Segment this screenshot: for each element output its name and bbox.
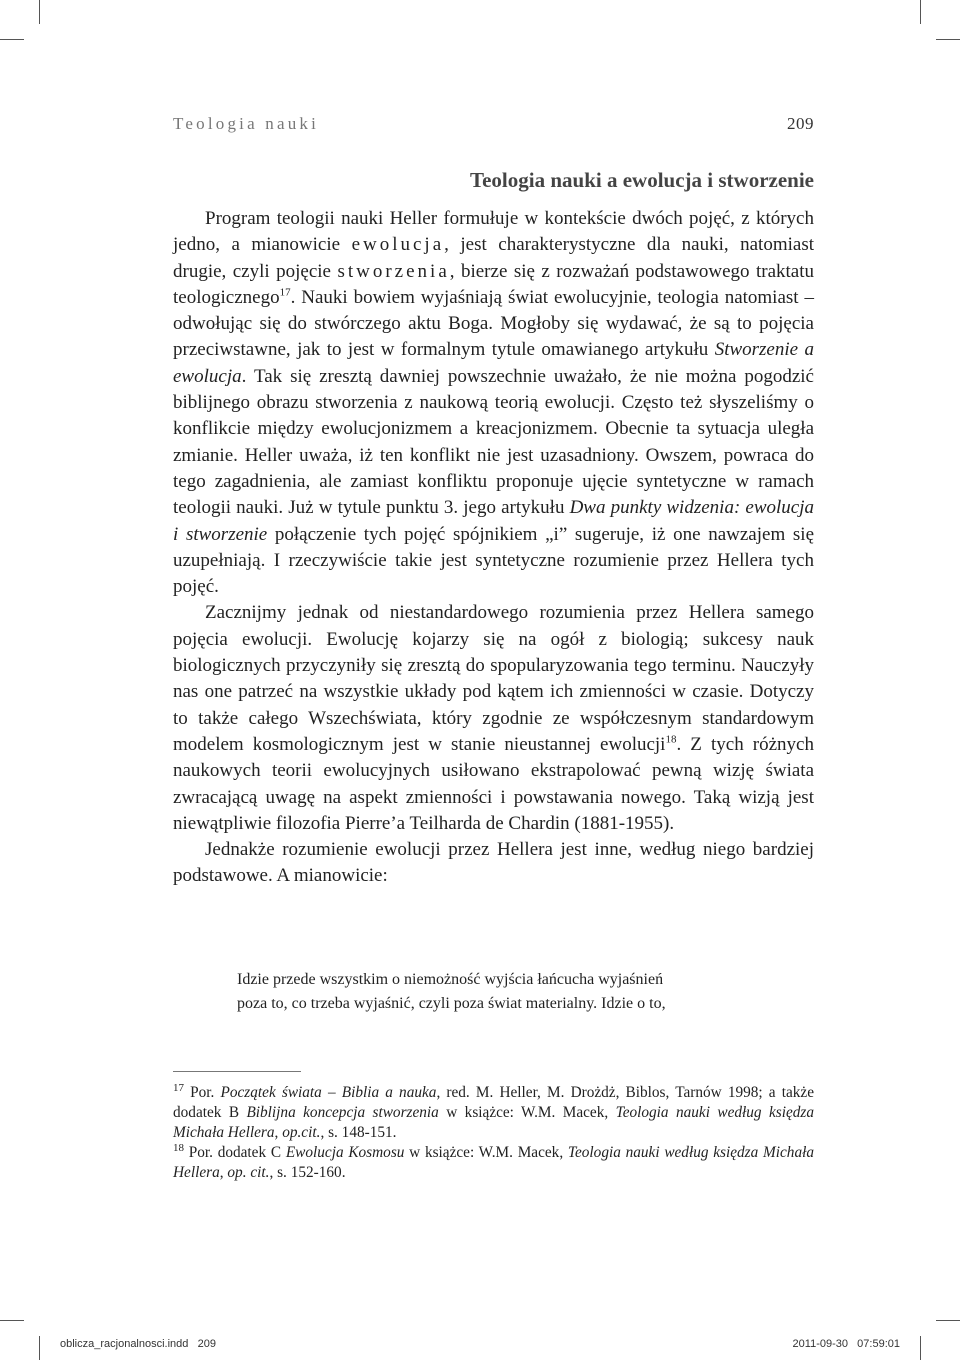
article-title: Stworzenie a ewolucja: [173, 339, 815, 387]
running-head: [173, 114, 814, 138]
footnotes: [173, 1083, 814, 1183]
article-title: Dwa punkty widzenia: ewolucja i stworzenie: [173, 497, 814, 545]
crop-mark: [39, 0, 40, 24]
block-quote: [237, 968, 757, 1016]
slug-timestamp: 2011-09-30 07:59:01: [792, 1338, 900, 1350]
crop-mark: [39, 1336, 40, 1360]
spaced-term: ewolucja: [351, 234, 445, 256]
paragraph: Zacznijmy jednak od niestandardowego rozumienia przez Hellera samego pojęcia ewolucji. Ewolucję kojarzy się na ogół z biologią; sukcesy nauk biologicznych przyczyniły się zresztą do spopularyzowania tego terminu. Nauczyły nas one patrzeć na wszystkie układy pod kątem ich zmienności w czasie. Dotyczy to także całego Wszechświata, który zgodnie ze współczesnym standardowym modelem kosmologicznym jest w stanie nieustannej ewolucji$^{18}$. Z tych różnych naukowych teorii ewolucyjnych usiłowano ekstrapolować pewną wizję świata zwracającą uwagę na aspekt zmienności i powstawania nowego. Taką wizją jest niewątpliwie filozofia Pierre’a Teilharda de Chardin (1881-1955).: [173, 602, 814, 834]
crop-mark: [920, 0, 921, 24]
crop-mark: [0, 39, 24, 40]
slug-filename: oblicza_racjonalnosci.indd 209: [60, 1338, 216, 1350]
paragraph: Program teologii nauki Heller formułuje w kontekście dwóch pojęć, z których jedno, a mianowicie ewolucja, jest charakterystyczne dla nauki, natomiast drugie, czyli pojęcie stworzenia, bierze się z rozważań podstawowego traktatu teologicznego$^{17}$. Nauki bowiem wyjaśniają świat ewolucyjnie, teologia natomiast – odwołując się do stwórczego aktu Boga. Mogłoby się wydawać, że są to pojęcia przeciwstawne, jak to jest w formalnym tytule omawianego artykułu Stworzenie a ewolucja. Tak się zresztą dawniej powszechnie uważało, że nie można pogodzić biblijnego obrazu stworzenia z naukową teorią ewolucji. Często też słyszeliśmy o konflikcie między ewolucjonizmem a kreacjonizmem. Obecnie ta sytuacja uległa zmianie. Heller uważa, iż ten konflikt nie jest uzasadniony. Owszem, powraca do tego zagadnienia, ale zamiast konfliktu proponuje ujęcie syntetyczne w ramach teologii nauki. Już w tytule punktu 3. jego artykułu Dwa punkty widzenia: ewolucja i stworzenie połączenie tych pojęć spójnikiem „i” sugeruje, iż one nawzajem się uzupełniają. I rzeczywiście takie jest syntetyczne rozumienie przez Hellera tych pojęć.: [173, 208, 815, 598]
footnote-ref: 18: [665, 733, 677, 746]
page-number: 209: [787, 114, 814, 133]
footnote-number: 18: [173, 1141, 184, 1154]
footnote-ref: 17: [279, 286, 291, 299]
spaced-term: stworzenia: [337, 260, 450, 282]
quote-line: poza to, co trzeba wyjaśnić, czyli poza świat materialny. Idzie o to,: [237, 995, 666, 1012]
footnote: $^{18}$ Por. dodatek C Ewolucja Kosmosu w książce: W.M. Macek, Teologia nauki według księdza Michała Hellera, op. cit., s. 152-160.: [173, 1141, 814, 1181]
footnote: $^{17}$ Por. Początek świata – Biblia a nauka, red. M. Heller, M. Drożdż, Biblos, Tarnów 1998; a także dodatek B Biblijna koncepcja stworzenia w książce: W.M. Macek, Teologia nauki według księdza Michała Hellera, op.cit., s. 148-151.: [173, 1081, 815, 1141]
footnote-separator: [173, 1071, 301, 1072]
paragraph: Jednakże rozumienie ewolucji przez Hellera jest inne, według niego bardziej podstawowe. A mianowicie:: [173, 839, 814, 887]
section-title: Teologia nauki a ewolucja i stworzenie: [470, 168, 814, 192]
quote-line: Idzie przede wszystkim o niemożność wyjścia łańcucha wyjaśnień: [237, 971, 664, 988]
crop-mark: [936, 39, 960, 40]
crop-mark: [936, 1320, 960, 1321]
body-text: [173, 206, 814, 890]
footnote-number: 17: [173, 1081, 184, 1094]
crop-mark: [920, 1336, 921, 1360]
crop-mark: [0, 1320, 24, 1321]
running-head-title: Teologia nauki: [173, 114, 320, 133]
